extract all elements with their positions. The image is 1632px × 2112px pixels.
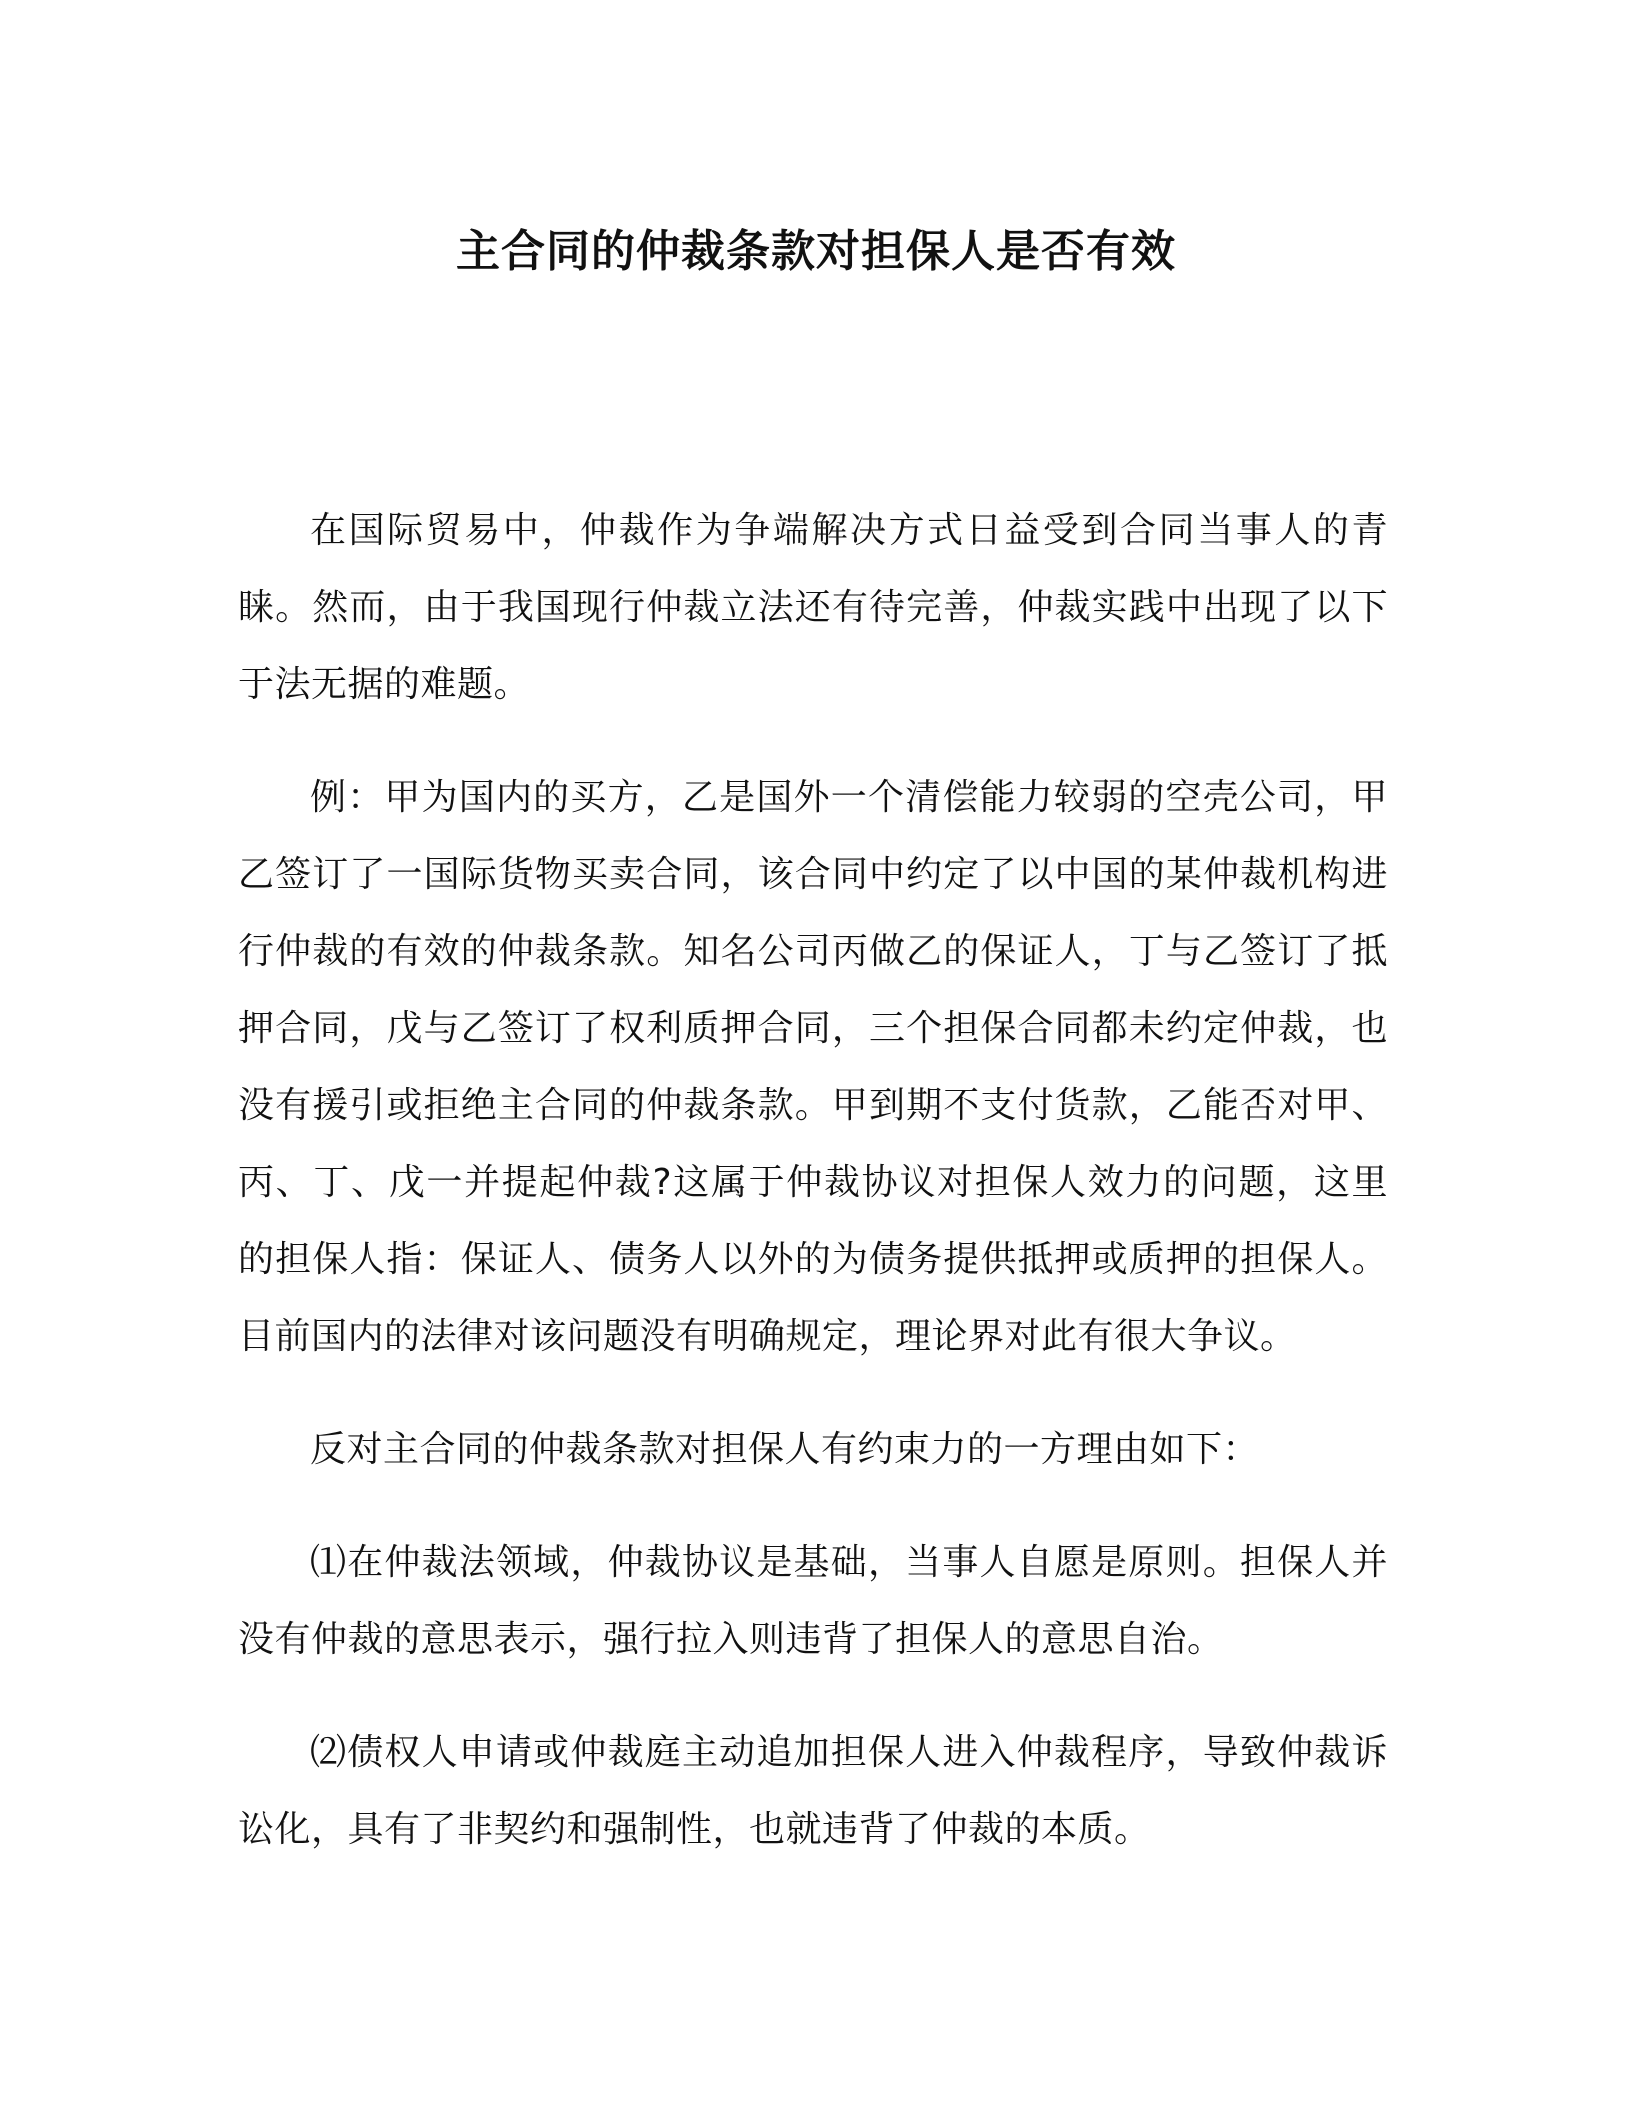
paragraph-intro: 在国际贸易中，仲裁作为争端解决方式日益受到合同当事人的青睐。然而，由于我国现行仲裁立法还有待完善，仲裁实践中出现了以下于法无据的难题。	[238, 510, 1388, 705]
document-body	[238, 492, 1388, 1904]
paragraph-reason-2: ⑵债权人申请或仲裁庭主动追加担保人进入仲裁程序，导致仲裁诉讼化，具有了非契约和强制性，也就违背了仲裁的本质。	[238, 1732, 1388, 1850]
paragraph-example: 例：甲为国内的买方，乙是国外一个清偿能力较弱的空壳公司，甲乙签订了一国际货物买卖合同，该合同中约定了以中国的某仲裁机构进行仲裁的有效的仲裁条款。知名公司丙做乙的保证人，丁与乙签订了抵押合同，戊与乙签订了权利质押合同，三个担保合同都未约定仲裁，也没有援引或拒绝主合同的仲裁条款。甲到期不支付货款，乙能否对甲、丙、丁、戊一并提起仲裁?这属于仲裁协议对担保人效力的问题，这里的担保人指：保证人、债务人以外的为债务提供抵押或质押的担保人。目前国内的法律对该问题没有明确规定，理论界对此有很大争议。	[238, 777, 1388, 1357]
paragraph-opposing-view-heading: 反对主合同的仲裁条款对担保人有约束力的一方理由如下：	[310, 1429, 1260, 1470]
document-title: 主合同的仲裁条款对担保人是否有效	[456, 226, 1176, 277]
paragraph-reason-1: ⑴在仲裁法领域，仲裁协议是基础，当事人自愿是原则。担保人并没有仲裁的意思表示，强行拉入则违背了担保人的意思自治。	[238, 1542, 1388, 1660]
